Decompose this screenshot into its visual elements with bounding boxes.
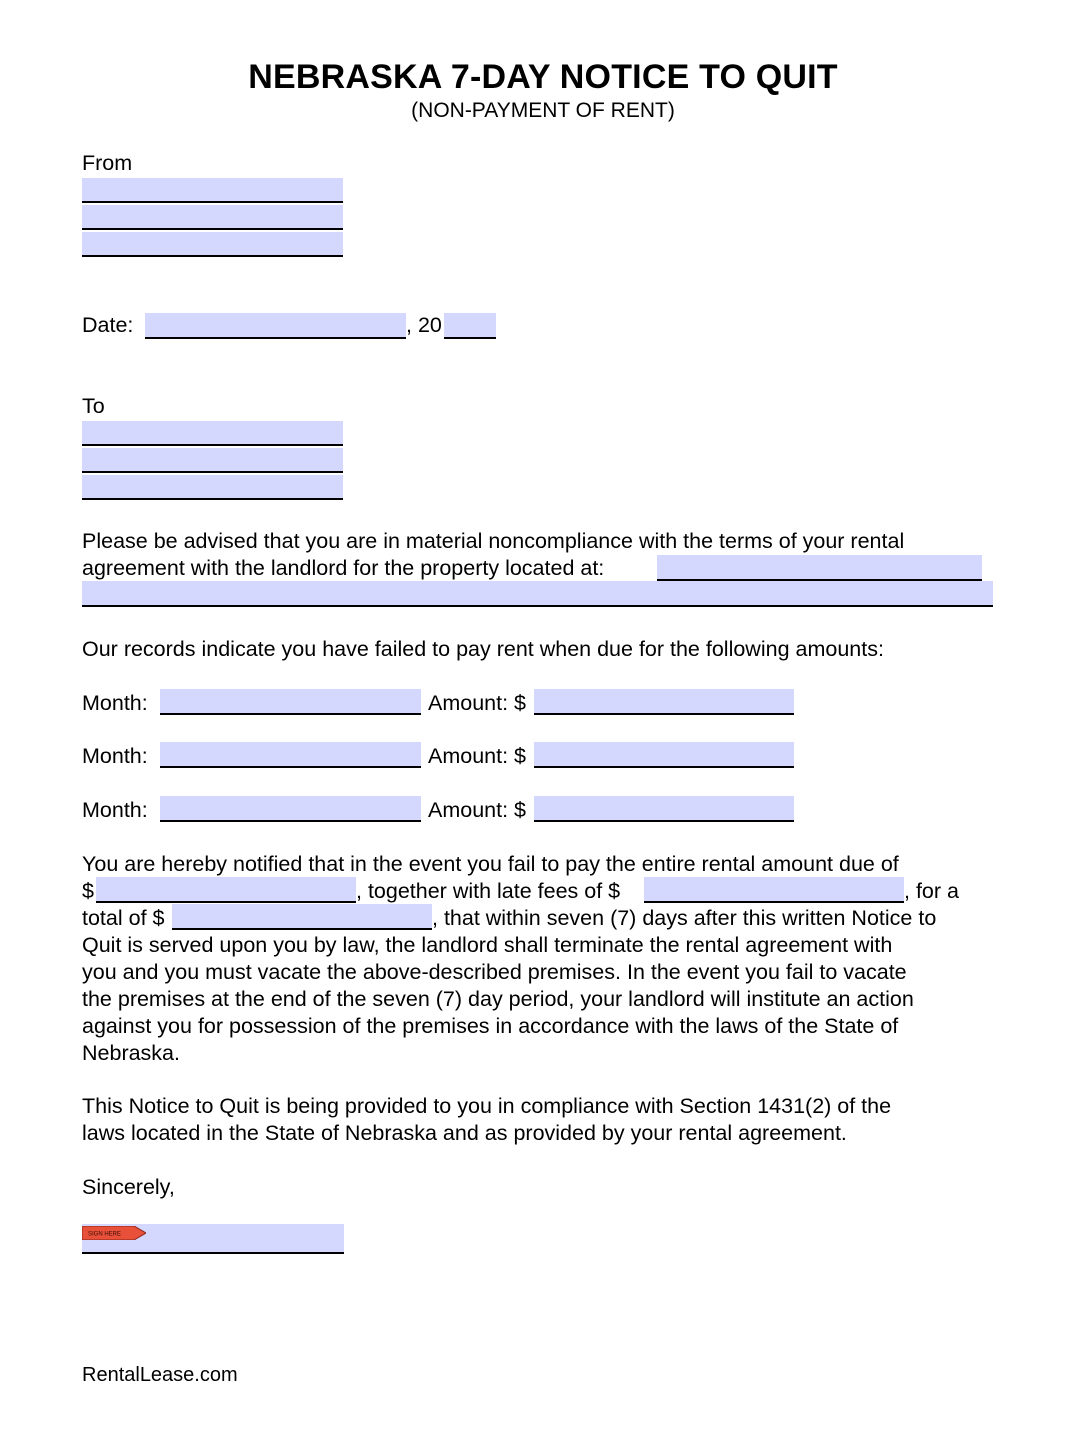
notice-within-text: , that within seven (7) days after this written Notice to xyxy=(432,906,937,930)
from-line-2-input[interactable] xyxy=(82,205,343,230)
from-label: From xyxy=(82,151,133,175)
notice-dollar-sign: $ xyxy=(82,879,94,903)
advisory-line-2: agreement with the landlord for the property located at: xyxy=(82,556,605,580)
notice-line-6: the premises at the end of the seven (7) day period, your landlord will institute an action xyxy=(82,987,914,1011)
month-label-1: Month: xyxy=(82,691,148,715)
month-label-3: Month: xyxy=(82,798,148,822)
notice-line-1: You are hereby notified that in the event you fail to pay the entire rental amount due of xyxy=(82,852,899,876)
date-year-prefix: , 20 xyxy=(406,313,442,337)
compliance-line-1: This Notice to Quit is being provided to you in compliance with Section 1431(2) of the xyxy=(82,1094,892,1118)
document-title: NEBRASKA 7-DAY NOTICE TO QUIT xyxy=(248,58,838,96)
amount-label-1: Amount: $ xyxy=(428,691,526,715)
sign-here-label: SIGN HERE xyxy=(88,1231,122,1238)
property-address-input[interactable] xyxy=(657,555,982,581)
month-input-2[interactable] xyxy=(160,742,421,768)
amount-input-2[interactable] xyxy=(534,742,794,768)
sign-here-flag-icon xyxy=(82,1226,146,1240)
total-amount-input[interactable] xyxy=(172,904,432,930)
to-label: To xyxy=(82,394,105,418)
month-input-3[interactable] xyxy=(160,796,421,822)
property-address-line-2-input[interactable] xyxy=(82,581,993,607)
to-line-2-input[interactable] xyxy=(82,448,343,473)
notice-line-7: against you for possession of the premises in accordance with the laws of the State of xyxy=(82,1014,899,1038)
compliance-line-2: laws located in the State of Nebraska and as provided by your rental agreement. xyxy=(82,1121,847,1145)
rent-due-input[interactable] xyxy=(96,877,356,903)
closing-text: Sincerely, xyxy=(82,1175,175,1199)
records-text: Our records indicate you have failed to pay rent when due for the following amounts: xyxy=(82,637,884,661)
month-label-2: Month: xyxy=(82,744,148,768)
month-input-1[interactable] xyxy=(160,689,421,715)
advisory-line-1: Please be advised that you are in material noncompliance with the terms of your rental xyxy=(82,529,905,553)
from-line-3-input[interactable] xyxy=(82,232,343,257)
amount-label-2: Amount: $ xyxy=(428,744,526,768)
notice-line-5: you and you must vacate the above-described premises. In the event you fail to vacate xyxy=(82,960,907,984)
to-line-3-input[interactable] xyxy=(82,475,343,500)
to-line-1-input[interactable] xyxy=(82,421,343,446)
date-input[interactable] xyxy=(145,313,406,339)
from-line-1-input[interactable] xyxy=(82,178,343,203)
amount-label-3: Amount: $ xyxy=(428,798,526,822)
notice-late-fees-text: , together with late fees of $ xyxy=(356,879,621,903)
notice-line-8: Nebraska. xyxy=(82,1041,180,1065)
document-subtitle: (NON-PAYMENT OF RENT) xyxy=(411,99,675,122)
notice-total-of-text: total of $ xyxy=(82,906,165,930)
amount-input-1[interactable] xyxy=(534,689,794,715)
date-label: Date: xyxy=(82,313,134,337)
late-fees-input[interactable] xyxy=(644,877,904,903)
amount-input-3[interactable] xyxy=(534,796,794,822)
notice-line-4: Quit is served upon you by law, the landlord shall terminate the rental agreement with xyxy=(82,933,893,957)
footer-brand: RentalLease.com xyxy=(82,1364,238,1386)
date-year-input[interactable] xyxy=(444,313,496,339)
notice-for-a-text: , for a xyxy=(904,879,959,903)
